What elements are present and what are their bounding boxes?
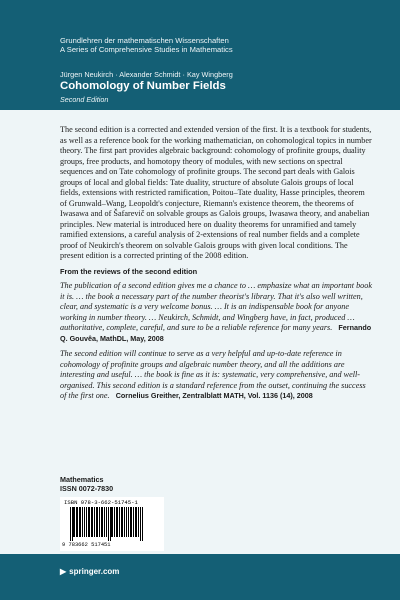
barcode-bar [124, 507, 125, 537]
subject-info [60, 475, 113, 493]
barcode-bar [101, 507, 103, 537]
barcode-bar [116, 507, 118, 537]
barcode-bar [96, 507, 98, 537]
barcode-bar [110, 507, 111, 541]
description [60, 125, 372, 407]
footer-band [0, 554, 400, 600]
barcode-bar [138, 507, 139, 537]
series-title: Grundlehren der mathematischen Wissenschaften [60, 36, 229, 45]
barcode-bar [86, 507, 87, 537]
issn: ISSN 0072-7830 [60, 484, 114, 493]
barcode-bar [76, 507, 78, 537]
review-quote [60, 349, 372, 402]
barcode-bar [119, 507, 120, 537]
barcode-bars [70, 507, 156, 541]
barcode-bar [104, 507, 105, 537]
publisher-url: springer.com [69, 567, 120, 576]
barcode-bar [130, 507, 132, 537]
barcode-bar [111, 507, 113, 537]
barcode-bar [133, 507, 134, 537]
review-source: Fernando Q. Gouvêa, MathDL, May, 2008 [60, 323, 372, 343]
barcode-bar [82, 507, 83, 537]
barcode-bar [142, 507, 143, 541]
review-quote [60, 281, 372, 344]
barcode-bar [79, 507, 81, 537]
series-subtitle: A Series of Comprehensive Studies in Mathematics [60, 45, 233, 55]
barcode-bar [128, 507, 129, 537]
barcode-bar [70, 507, 71, 541]
publisher-link[interactable] [60, 567, 119, 576]
barcode-bar [126, 507, 127, 537]
barcode-bar [135, 507, 137, 537]
barcode-bar [106, 507, 107, 537]
barcode-bar [140, 507, 141, 541]
description-paragraph: The second edition is a corrected and extended version of the first. It is a textbook for students, as well as a reference book for the working mathematician, on cohomological topics in number theory. The first part provides algebraic background: cohomology of profinite groups, duality groups, free products, and homotopy theory of modules, with new sections on spectral sequences and on Tate cohomology of profinite groups. The second part deals with Galois groups of local and global fields: Tate duality, structure of absolute Galois groups of local fields, extensions with restricted ramification, Poitou–Tate duality, Hasse principles, theorem of Grunwald–Wang, Leopoldt's conjecture, Riemann's existence theorem, the theorems of Iwasawa and of Šafarevič on solvable groups as Galois groups, Iwasawa theory, and anabelian principles. New material is introduced here on duality theorems for unramified and tamely ramified extensions, a careful analysis of 2-extensions of real number fields and a complete proof of Neukirch's theorem on solvable Galois groups with given local conditions. The present edition is a corrected printing of the 2008 edition. [60, 125, 372, 260]
barcode-bar [121, 507, 123, 537]
barcode-bar [108, 507, 109, 541]
review-source: Cornelius Greither, Zentralblatt MATH, Vol. 1136 (14), 2008 [115, 391, 313, 400]
barcode-bar [88, 507, 90, 537]
barcode-bar [84, 507, 85, 537]
review-text: The second edition will continue to serve as a very helpful and up-to-date reference in cohomology of profinite groups and algebraic number theory, and all the additions are interesting and useful. … the book is fine as it is: systematic, very comprehensive, and well-organised. This second edition is a standard reference from the outset, continuing the success of the first one. [60, 349, 366, 400]
header-band [0, 0, 400, 110]
edition-label: Second Edition [60, 95, 109, 104]
reviews-heading: From the reviews of the second edition [60, 266, 198, 276]
barcode-number: 9 783662 517451 [62, 542, 111, 548]
barcode-bar [94, 507, 95, 537]
book-title: Cohomology of Number Fields [60, 80, 226, 92]
barcode-bar [72, 507, 73, 541]
isbn-text: ISBN 978-3-662-51745-1 [64, 499, 138, 506]
barcode-bar [114, 507, 115, 537]
authors: Jürgen Neukirch · Alexander Schmidt · Kay Wingberg [60, 70, 233, 79]
barcode-bar [99, 507, 100, 537]
arrow-icon: ▶ [60, 567, 67, 576]
barcode [60, 497, 164, 551]
subject-category: Mathematics [60, 475, 104, 484]
barcode-bar [91, 507, 93, 537]
barcode-bar [73, 507, 75, 537]
review-text: The publication of a second edition gives me a chance to … emphasize what an important book it is. … the book a necessary part of the number theorist's library. That it's also well written, clear, and systematic is a very welcome bonus. … It is an indispensable book for anyone working in number theory. … Neukirch, Schmidt, and Wingberg have, in fact, produced … authoritative, complete, careful, and sure to be a reliable reference for many years. [60, 281, 372, 332]
series-info [60, 36, 390, 55]
